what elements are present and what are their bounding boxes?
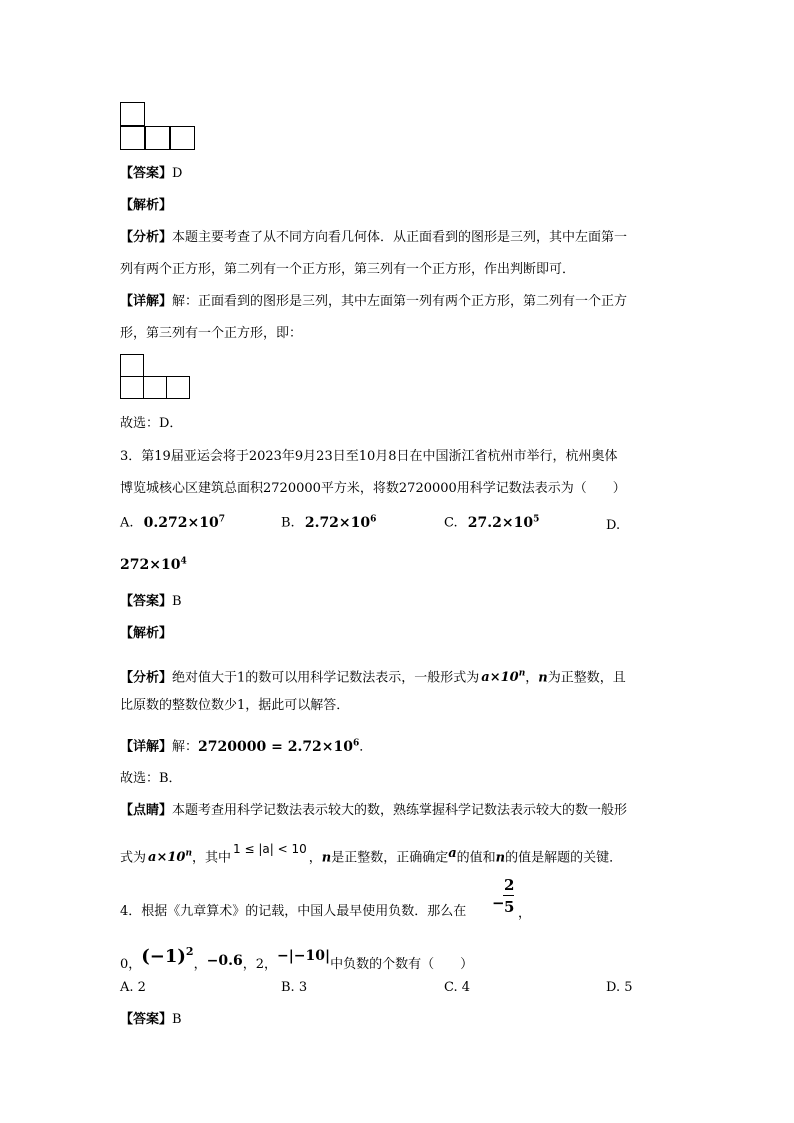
q3-guxuan: 故选：B．	[120, 771, 182, 786]
q2-xiangjie-line2: 形，第三列有一个正方形，即：	[120, 326, 303, 341]
grid-square	[120, 376, 144, 399]
grid-square	[166, 376, 190, 399]
q3-option-d[interactable]	[120, 556, 187, 573]
q3-option-c[interactable]: C. $27.2\times 10^5$	[444, 514, 540, 531]
q2-analysis-label: 【解析】	[120, 198, 173, 213]
q3-dianjing: 【点睛】本题考查用科学记数法表示较大的数，熟练掌握科学记数法表示较大的数一般形	[120, 803, 628, 818]
formula: $2720000 = 2.72\times 10^6$	[198, 738, 360, 755]
q2-fenxi-line2: 列有两个正方形，第二列有一个正方形，第三列有一个正方形，作出判断即可．	[120, 262, 576, 277]
grid-square	[120, 126, 145, 150]
q4-stem-line2: 0，$(-1)^2$，−0.6，2，−|−10|中负数的个数有（ ）	[120, 945, 474, 972]
q2-fenxi: 【分析】本题主要考查了从不同方向看几何体．从正面看到的图形是三列，其中左面第一	[120, 230, 628, 245]
q3-dianjing-line2: 式为 $a\times 10^n$，其中1 ≤ |a| < 10，n是正整数，正确确定a的值和n的值是解题的关键．	[120, 842, 623, 866]
q3-answer: 【答案】B	[120, 594, 182, 609]
q4-option-c[interactable]: C. 4	[444, 980, 471, 995]
q4-option-d[interactable]: D. 5	[606, 980, 633, 995]
grid-square	[143, 376, 167, 399]
fraction-bar	[503, 895, 514, 896]
formula: −0.6	[206, 953, 243, 969]
formula: $a\times 10^n$	[148, 849, 192, 866]
q3-stem-line2: 博览城核心区建筑总面积2720000平方米，将数2720000用科学记数法表示为（ ）	[120, 481, 626, 496]
option-expression: $272\times 10^4$	[120, 556, 187, 573]
q4-answer: 【答案】B	[120, 1012, 182, 1027]
q2-xiangjie: 【详解】解：正面看到的图形是三列，其中左面第一列有两个正方形，第二列有一个正方	[120, 294, 628, 309]
q2-answer: 【答案】D	[120, 166, 183, 181]
q3-option-d-letter[interactable]: D.	[606, 518, 621, 533]
formula: −|−10|	[276, 948, 331, 964]
q3-analysis-label: 【解析】	[120, 626, 173, 641]
q3-option-b[interactable]: B. $2.72\times 10^6$	[281, 514, 377, 531]
option-expression: $0.272\times 10^7$	[143, 514, 225, 531]
formula: $a\times 10^n$	[481, 669, 526, 686]
q4-stem-line1: 4．根据《九章算术》的记载，中国人最早使用负数．那么在	[120, 904, 467, 919]
q3-xiangjie: 【详解】解：$2720000 = 2.72\times 10^6$．	[120, 738, 373, 755]
grid-square	[120, 102, 145, 126]
inequality: 1 ≤ |a| < 10	[233, 842, 307, 857]
grid-square	[170, 126, 195, 150]
q3-stem-line1: 3．第19届亚运会将于2023年9月23日至10月8日在中国浙江省杭州市举行，杭州奥体	[120, 449, 618, 464]
q4-option-b[interactable]: B. 3	[281, 980, 308, 995]
q3-fenxi: 【分析】绝对值大于1的数可以用科学记数法表示，一般形式为 $a\times 10^n$，n为正整数，且	[120, 669, 626, 686]
q4-option-a[interactable]: A. 2	[120, 980, 146, 995]
grid-square	[120, 354, 144, 377]
formula: $(-1)^2$	[141, 945, 194, 967]
q3-option-a[interactable]: A. $0.272\times 10^7$	[120, 514, 225, 531]
q3-fenxi-line2: 比原数的整数位数少1，据此可以解答．	[120, 698, 350, 713]
q2-guxuan: 故选：D．	[120, 416, 183, 431]
grid-square	[145, 126, 170, 150]
option-expression: $27.2\times 10^5$	[467, 514, 540, 531]
option-expression: $2.72\times 10^6$	[304, 514, 377, 531]
